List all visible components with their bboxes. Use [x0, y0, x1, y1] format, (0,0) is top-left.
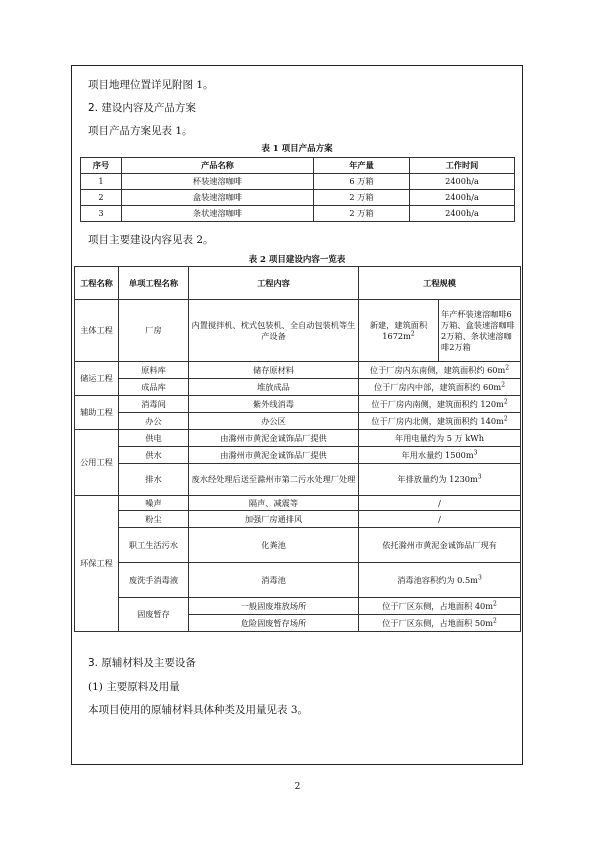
- scale-text: 年用水量约 1500m: [401, 449, 474, 460]
- header-cell: 工程内容: [189, 267, 359, 300]
- table-row: [81, 206, 515, 222]
- table-cell: 依托滁州市黄泥金诚饰品厂现有: [359, 528, 521, 563]
- scale-text: 年排放量约为 1230m: [397, 474, 478, 484]
- table-row: [75, 447, 521, 464]
- section-heading-2: 2. 建设内容及产品方案: [88, 102, 196, 114]
- header-cell: 工作时间: [410, 158, 515, 174]
- table-cell: 成品库: [119, 379, 189, 396]
- table-cell: [359, 598, 521, 615]
- table-cell: 6 万箱: [314, 174, 410, 190]
- superscript: 3: [473, 448, 478, 456]
- superscript: 2: [501, 380, 506, 388]
- table-row: [75, 464, 521, 496]
- table-cell: /: [359, 496, 521, 511]
- table-cell: 由滁州市黄泥金诚饰品厂提供: [189, 447, 359, 464]
- superscript: 2: [410, 329, 415, 337]
- table-cell: 条状速溶咖啡: [122, 206, 314, 222]
- superscript: 3: [477, 473, 482, 481]
- table-cell: [359, 300, 439, 362]
- construction-paragraph: 项目主要建设内容见表 2。: [88, 234, 214, 246]
- header-cell: 年产量: [314, 158, 410, 174]
- scale-text: 位于厂房内北侧，建筑面积约 140m: [371, 415, 504, 426]
- table-cell: 1: [81, 174, 122, 190]
- page-number: 2: [294, 782, 301, 792]
- table-cell: 办公区: [189, 413, 359, 430]
- table-cell: 噪声: [119, 496, 189, 511]
- scale-text: 位于厂房内东南侧，建筑面积约 60m: [369, 364, 506, 375]
- table-cell: 杯装速溶咖啡: [122, 174, 314, 190]
- table-cell: [359, 430, 521, 447]
- subheading-materials: (1) 主要原料及用量: [88, 681, 180, 693]
- table-cell: 职工生活污水: [119, 528, 189, 563]
- table-row: [75, 413, 521, 430]
- table-cell: 危险固废暂存场所: [189, 615, 359, 632]
- table-cell: 2400h/a: [410, 206, 515, 222]
- table-row: [75, 496, 521, 511]
- table-cell: 固废暂存: [119, 598, 189, 632]
- superscript: 2: [493, 599, 497, 607]
- table-row: [75, 430, 521, 447]
- table-cell: 一般固废堆放场所: [189, 598, 359, 615]
- category-cell: 环保工程: [75, 496, 119, 632]
- table-cell: [359, 396, 521, 413]
- table-cell: [359, 447, 521, 464]
- table-row: [75, 362, 521, 379]
- table-cell: 储存原材料: [189, 362, 359, 379]
- table-cell: 供水: [119, 447, 189, 464]
- location-paragraph: 项目地理位置详见附图 1。: [88, 79, 214, 91]
- table-cell: [359, 464, 521, 496]
- superscript: 2: [505, 363, 510, 371]
- category-cell: 公用工程: [75, 430, 119, 496]
- table-cell: 盒装速溶咖啡: [122, 190, 314, 206]
- table-cell: 办公: [119, 413, 189, 430]
- table-row: [81, 174, 515, 190]
- table-cell: 废水经处理后送至滁州市第二污水处理厂处理: [189, 464, 359, 496]
- scale-text: 位于厂房内南侧，建筑面积约 120m: [371, 398, 504, 409]
- header-cell: 产品名称: [122, 158, 314, 174]
- scale-text: 位于厂房内中部，建筑面积约 60m: [373, 381, 502, 392]
- superscript: 2: [493, 616, 497, 624]
- header-cell: 单项工程名称: [119, 267, 189, 300]
- scale-text: 消毒池容积约为 0.5m: [397, 574, 478, 585]
- section-heading-3: 3. 原辅材料及主要设备: [88, 657, 196, 669]
- superscript: 2: [503, 397, 508, 405]
- product-plan-table: [80, 157, 515, 222]
- table-cell: 原料库: [119, 362, 189, 379]
- table-row: [75, 563, 521, 598]
- table-cell: 废洗手消毒液: [119, 563, 189, 598]
- scale-text: 年用电量约为 5 万 kWh: [395, 432, 484, 443]
- construction-content-table: [74, 266, 521, 632]
- superscript: 3: [477, 573, 482, 581]
- category-cell: 主体工程: [75, 300, 119, 362]
- table-cell: 厂房: [119, 300, 189, 362]
- scale-text: 位于厂区东侧，占地面积 40m: [382, 600, 494, 611]
- table-cell: 堆放成品: [189, 379, 359, 396]
- table-cell: 消毒间: [119, 396, 189, 413]
- category-cell: 辅助工程: [75, 396, 119, 430]
- table-cell: [359, 413, 521, 430]
- table-cell: 2400h/a: [410, 174, 515, 190]
- table-cell: 消毒池: [189, 563, 359, 598]
- table-cell: 2 万箱: [314, 206, 410, 222]
- table-row: [75, 598, 521, 615]
- superscript: 2: [503, 414, 508, 422]
- table-cell: [359, 379, 521, 396]
- header-cell: 序号: [81, 158, 122, 174]
- table-row: [81, 190, 515, 206]
- table-cell: 隔声、减震等: [189, 496, 359, 511]
- table-cell: 内置搅拌机、枕式包装机、全自动包装机等生产设备: [189, 300, 359, 362]
- header-cell: 工程名称: [75, 267, 119, 300]
- table-header-row: [81, 158, 515, 174]
- table-cell: 3: [81, 206, 122, 222]
- scale-text: 位于厂区东侧，占地面积 50m: [382, 617, 494, 628]
- product-plan-paragraph: 项目产品方案见表 1。: [88, 125, 193, 137]
- scale-text: 新建，建筑面积 1672m: [369, 319, 428, 341]
- table-cell: /: [359, 511, 521, 528]
- table-cell: 粉尘: [119, 511, 189, 528]
- table-cell: 2: [81, 190, 122, 206]
- table-cell: 由滁州市黄泥金诚饰品厂提供: [189, 430, 359, 447]
- table-header-row: [75, 267, 521, 300]
- table-cell: 紫外线消毒: [189, 396, 359, 413]
- table-cell: [359, 615, 521, 632]
- category-cell: 储运工程: [75, 362, 119, 396]
- table-row: [75, 379, 521, 396]
- table-cell: 供电: [119, 430, 189, 447]
- table1-caption: 表 1 项目产品方案: [261, 144, 333, 154]
- table-row: [75, 528, 521, 563]
- table-row: [75, 511, 521, 528]
- table2-caption: 表 2 项目建设内容一览表: [248, 255, 346, 265]
- table-cell: [359, 563, 521, 598]
- table-cell: 化粪池: [189, 528, 359, 563]
- table-cell: 2400h/a: [410, 190, 515, 206]
- table-cell: 加强厂房通排风: [189, 511, 359, 528]
- table-row: [75, 396, 521, 413]
- table-cell: 2 万箱: [314, 190, 410, 206]
- table-cell: 年产杯装速溶咖啡6万箱、盒装速溶咖啡2万箱、条状速溶咖啡2万箱: [439, 300, 521, 362]
- table-cell: [359, 362, 521, 379]
- table-row: [75, 300, 521, 362]
- header-cell: 工程规模: [359, 267, 521, 300]
- materials-paragraph: 本项目使用的原辅材料具体种类及用量见表 3。: [88, 704, 309, 716]
- table-cell: 排水: [119, 464, 189, 496]
